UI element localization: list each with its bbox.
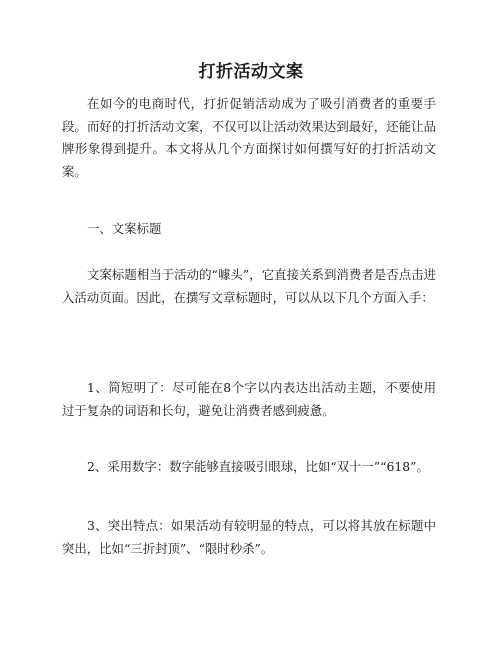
section-heading-title: 一、文案标题 — [87, 221, 162, 236]
paragraph-intro: 在如今的电商时代，打折促销活动成为了吸引消费者的重要手段。而好的打折活动文案，不仅可以让活动效果达到最好，还能让品牌形象得到提升。本文将从几个方面探讨如何撰写好的打折活动文案。 — [62, 96, 436, 179]
paragraph-title-importance: 文案标题相当于活动的“噱头”，它直接关系到消费者是否点击进入活动页面。因此，在撰写文章标题时，可以从以下几个方面入手： — [62, 267, 436, 305]
list-item-features: 3、突出特点：如果活动有较明显的特点，可以将其放在标题中突出，比如“三折封顶”、“限时秒杀”。 — [62, 518, 436, 556]
list-item-concise: 1、简短明了：尽可能在8个字以内表达出活动主题，不要使用过于复杂的词语和长句，避免让消费者感到疲惫。 — [62, 380, 436, 418]
list-item-numbers: 2、采用数字：数字能够直接吸引眼球，比如“双十一”“618”。 — [87, 459, 429, 474]
document-title: 打折活动文案 — [198, 62, 304, 82]
